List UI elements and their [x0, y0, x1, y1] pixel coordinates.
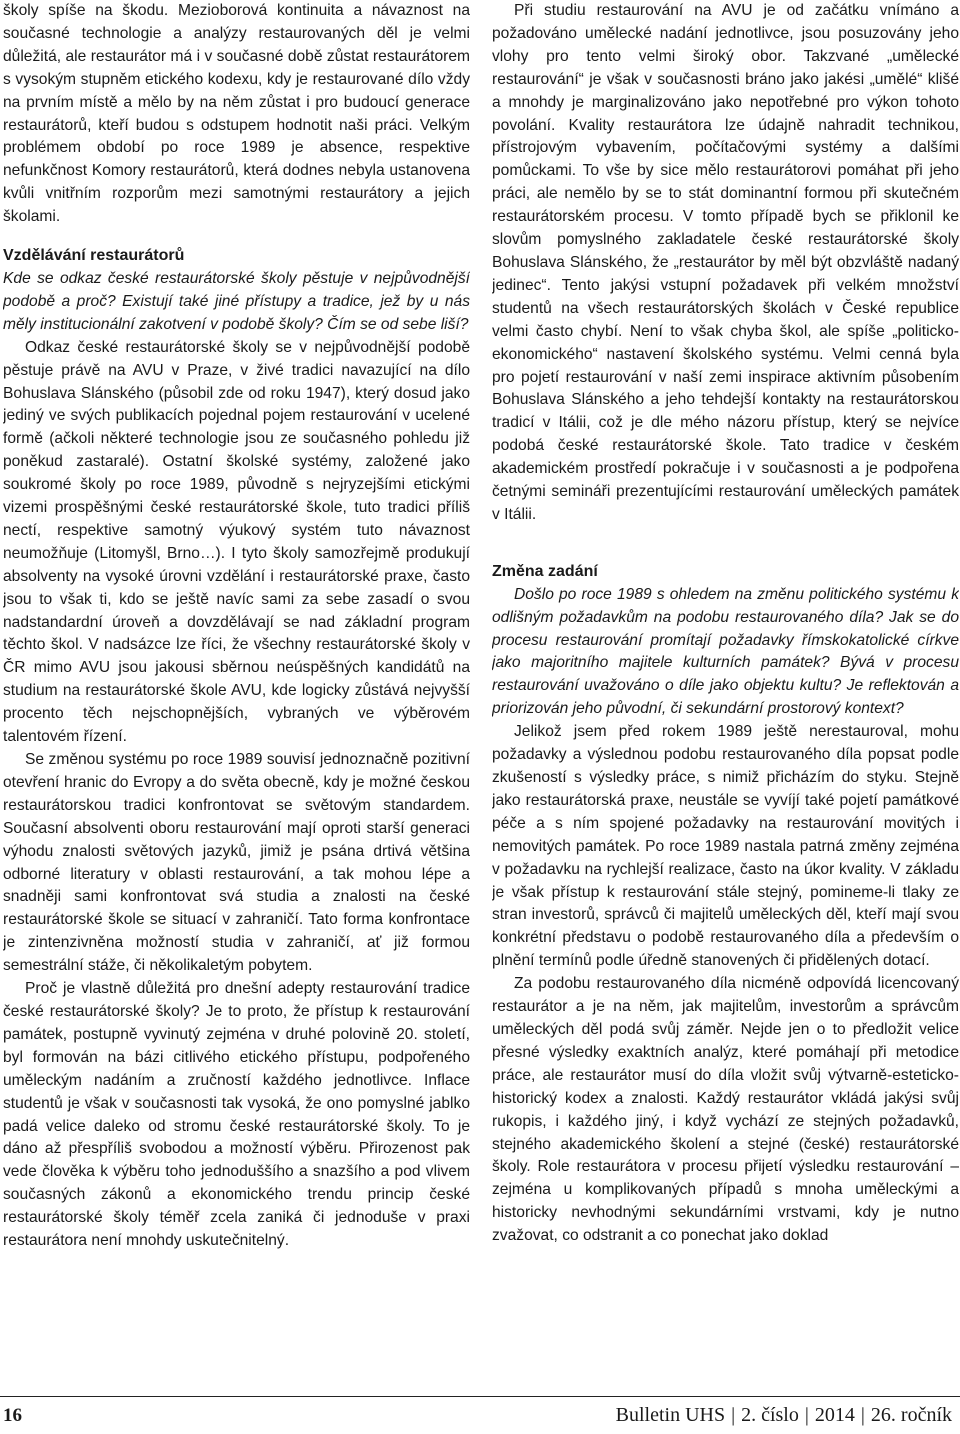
publication-name: Bulletin UHS: [615, 1404, 726, 1426]
paragraph: Za podobu restaurovaného díla nicméně odpovídá licencovaný restaurátor a je na něm, jak majitelům, investorům a správcům uměleckých děl podá svůj záměr. Nejde jen o to předložit velice přesné výsledky exaktních analýz, které pomáhají při metodice práce, ale restaurátor musí do díla vložit svůj výtvarně-esteticko-historický kodex a znalosti. Každý restaurátor vkládá jakýsi svůj rukopis, i každého jiný, i když vychází ze stejných požadavků, stejného akademického školení a stejné (české) restaurátorské školy. Role restaurátora v procesu přijetí výsledku restaurování – zejména u komplikovaných případů s mnoha uměleckými a historicky nevhodnými sekundárními vrstvami, kdy je nutno zvažovat, co odstranit a co ponechat jako doklad: [492, 975, 959, 1245]
section-heading: Změna zadání: [492, 562, 598, 580]
interview-question: Kde se odkaz české restaurátorské školy pěstuje v nejpůvodnější podobě a proč? Existují také jiné přístupy a tradice, jež by u nás měly institucionální zakotvení v podobě školy? Čím se od sebe liší?: [3, 269, 470, 333]
separator: |: [804, 1404, 809, 1426]
paragraph: Při studiu restaurování na AVU je od začátku vnímáno a požadováno umělecké nadání jednotlivce, jsou posuzovány jeho vlohy pro tento velmi široký obor. Takzvané „umělecké restaurování“ je však v současnosti bráno jako jakési „umělé“ klišé a mnohdy je marginalizováno jako nepotřebné pro výkon tohoto povolání. Kvality restaurátora lze údajně nahradit technikou, přístrojovým vybavením, počítačovými systémy a dalšími pomůckami. To vše by sice mělo restaurátorovi pomáhat při jeho práci, ale nemělo by se to stát dominantní formou při skutečném restaurátorském procesu. V tomto případě bych se přiklonil ke slovům pomyslného zakladatele české restaurátorské školy Bohuslava Slánského, že „restaurátor by měl být obzvláště nadaný jedinec“. Tento jakýsi vstupní požadavek při velkém množství studentů na všech restaurátorských školách v České republice velmi často chybí. Není to však chyba škol, ale spíše „politicko-ekonomického“ nastavení školského systému. Velmi cenná byla pro pojetí restaurování v naší zemi inspirace aktivním působením Bohuslava Slánského a jeho tehdejší kontakty na restaurátorskou tradicí v Itálii, což je dle mého názoru přístup, který se nejvíce podobá české restaurátorské škole. Tato tradice v českém akademickém prostředí pokračuje i v současnosti a je podpořena četnými semináři prezentujícími restaurování uměleckých památek v Itálii.: [492, 2, 959, 523]
paragraph: Proč je vlastně důležitá pro dnešní adepty restaurování tradice české restaurátorské školy? Je to proto, že přístup k restaurování památek, postupně vyvinutý zejména v druhé polovině 20. století, byl formován na bázi citlivého etického přístupu, podpořeného uměleckým nadáním a zručností každého jednotlivce. Inflace studentů je však v současnosti tak vysoká, že ono pomyslné jablko padá velice daleko od stromu české restaurátorské školy. To je dáno až přespříliš svobodou a možností výběru. Přirozenost pak vede člověka k výběru toho jednoduššího a snazšího a pod vlivem současných zákonů a ekonomického trendu princip české restaurátorské školy téměř zcela zaniká či jednoduše v praxi restaurátora není mnohdy uskutečnitelný.: [3, 980, 470, 1250]
volume: 26. ročník: [870, 1404, 952, 1426]
page-number: 16: [3, 1405, 22, 1426]
issue-number: 2. číslo: [741, 1404, 799, 1426]
page-footer: [0, 1396, 960, 1434]
paragraph: školy spíše na škodu. Mezioborová kontinuita a návaznost na současné technologie a analýzy restaurovaných děl je velmi důležitá, ale restaurátor má i v současné době zůstat restaurátorem s vysokým stupněm etického kodexu, kdy je restaurované dílo vždy na prvním místě a mělo by na něm zůstat i pro budoucí generace restaurátorů, kteří budou s odstupem hodnotit naši práci. Velkým problémem období po roce 1989 je absence, respektive nefunkčnost Komory restaurátorů, která dodnes nebyla ustanovena kvůli vnitřním rozporům mezi samotnými restaurátory a jejich školami.: [3, 2, 470, 226]
publication-info: [616, 1404, 952, 1427]
paragraph: Odkaz české restaurátorské školy se v nejpůvodnější podobě pěstuje právě na AVU v Praze, v živé tradici navazující na dílo Bohuslava Slánského (působil zde od roku 1947), který dosud jako jediný ve svých publikacích pojednal pojem restaurování v ucelené formě (ačkoli některé technologie jsou ze současného pohledu již poněkud zastaralé). Ostatní školské systémy, založené jako soukromé školy po roce 1989, původně s nejryzejšími etickými vizemi prospěšnými české restaurátorské škole, tuto tradici příliš nectí, respektive samotný výukový systém tuto návaznost neumožňuje (Litomyšl, Brno…). I tyto školy samozřejmě produkují absolventy na vysoké úrovni vzdělání i restaurátorské praxe, často jsou to však ti, kdo se ještě navíc sami za sebe zasadí o svou nadstandardní úroveň a dovzdělávají se nad základní program těchto škol. V nadsázce lze říci, že všechny restaurátorské školy v ČR mimo AVU jsou jakousi sběrnou neúspěšných kandidátů na studium na restaurátorské škole AVU, kde logicky zůstává nejvyšší procento těch nejschopnějších, vybraných ve výběrovém talentovém řízení.: [3, 338, 470, 746]
interview-question: Došlo po roce 1989 s ohledem na změnu politického systému k odlišným požadavkům na podobu restaurovaného díla? Jak se do procesu restaurování promítají požadavky římskokatolické církve jako majoritního majitele kulturních památek? Bývá v procesu restaurování uvažováno o díle jako objektu kultu? Je reflektován a priorizován jeho původní, či sekundární prostorový kontext?: [492, 585, 959, 718]
left-column: [3, 0, 470, 1395]
paragraph: Jelikož jsem před rokem 1989 ještě nerestauroval, mohu požadavky a výslednou podobu restaurovaného díla popsat podle zkušeností s výsledky práce, s nimiž přicházím do styku. Stejně jako restaurátorská praxe, neustále se vyvíjí také pojetí památkové péče a s ním spojené požadavky na restaurování movitých i nemovitých památek. Po roce 1989 nastala patrná změny zejména v požadavku na rychlejší realizace, často na úkor kvality. V základu je však přístup k restaurování stále stejný, pomineme-li tlaky ze stran investorů, správců či majitelů uměleckých děl, kteří mají svou konkrétní představu o podobě restaurovaného díla a především o plnění termínů podle úředně stanovených či přidělených dotací.: [492, 723, 959, 970]
paragraph: Se změnou systému po roce 1989 souvisí jednoznačně pozitivní otevření hranic do Evropy a do světa obecně, kdy je možné českou restaurátorskou tradici konfrontovat se světovým standardem. Současní absolventi oboru restaurování mají oproti starší generaci výhodu znalosti světových jazyků, jimiž je psána drtivá většina odborné literatury v oblasti restaurování, a tak mohou lépe a snadněji sami konfrontovat svá studia a znalosti na české restaurátorské škole se situací v zahraničí. Tato forma konfrontace je zintenzivněna možností studia v zahraničí, ať již formou semestrální stáže, či několikaletým pobytem.: [3, 751, 470, 975]
section-heading: Vzdělávání restaurátorů: [3, 247, 185, 265]
separator: |: [731, 1404, 736, 1426]
separator: |: [860, 1404, 865, 1426]
year: 2014: [814, 1404, 855, 1426]
right-column: [492, 0, 959, 1395]
section-spacer: [492, 527, 959, 547]
